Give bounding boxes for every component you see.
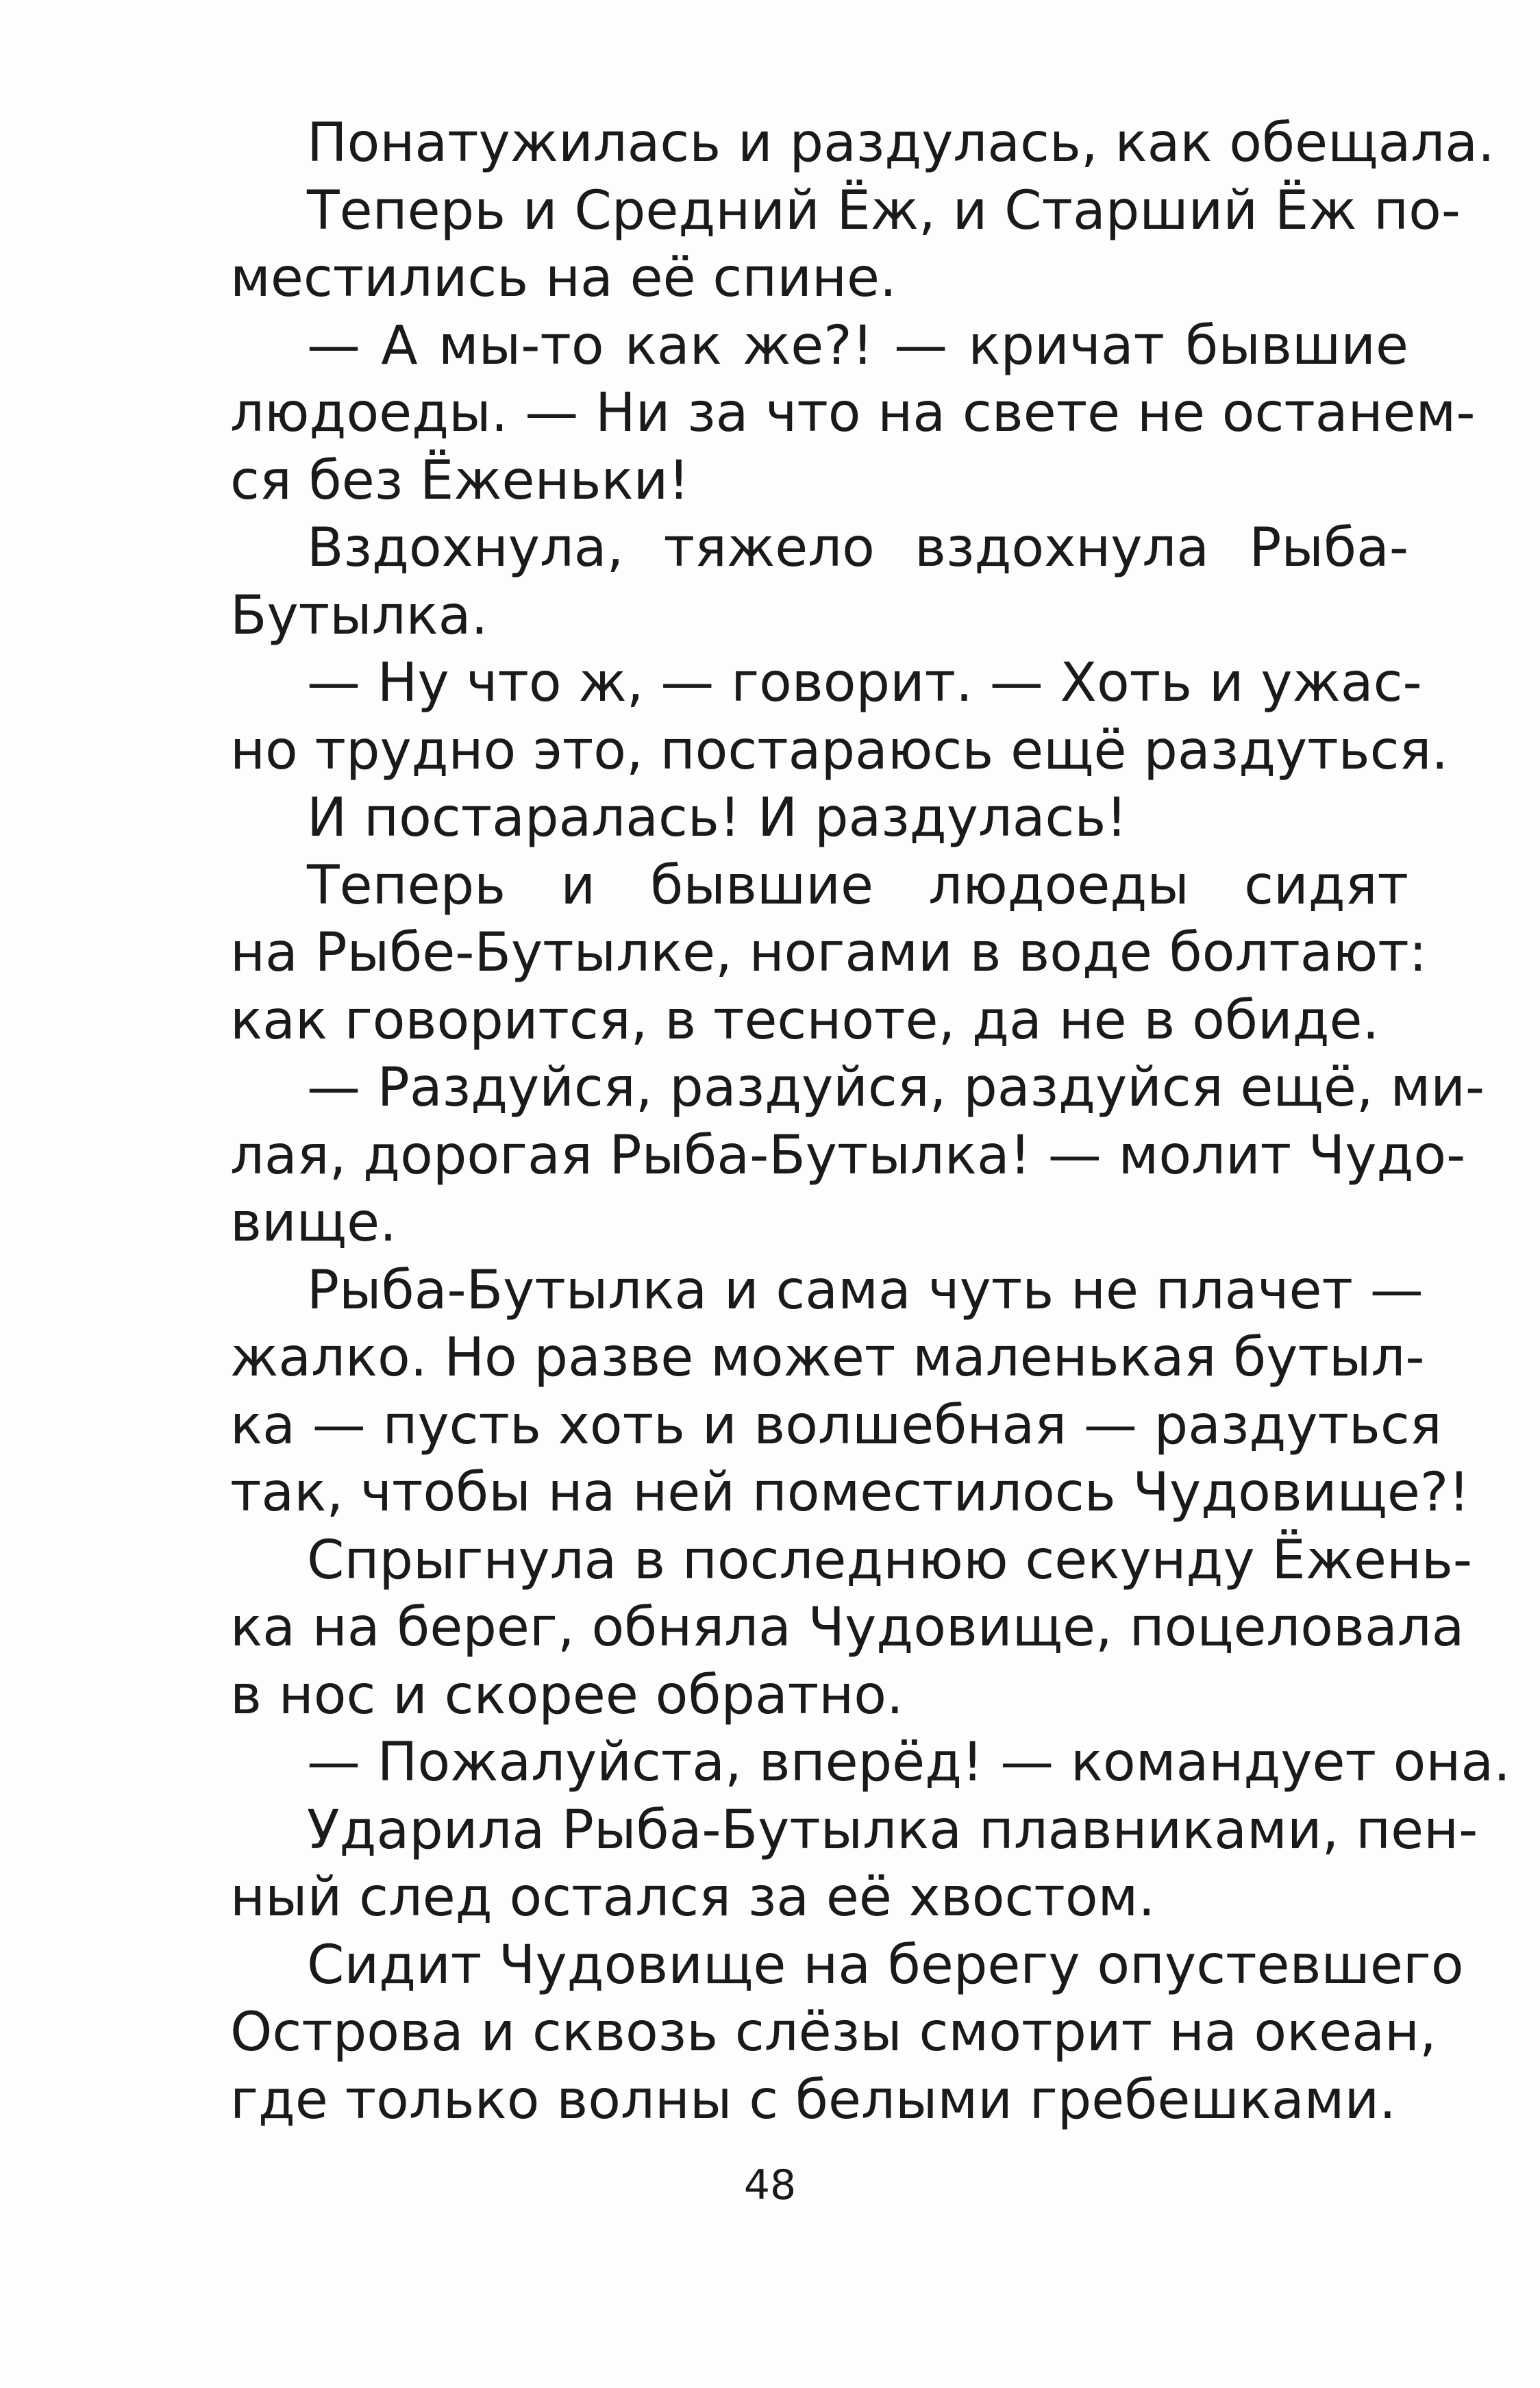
text-line: ся без Ёженьки! xyxy=(230,449,690,512)
text-line: вище. xyxy=(230,1192,397,1254)
text-line: Ударила Рыба-Бутылка плавниками, пен- xyxy=(307,1799,1478,1861)
text-line: в нос и скорее обратно. xyxy=(230,1664,904,1726)
text-line: Теперь и бывшие людоеды сидят xyxy=(307,854,1408,917)
text-line: как говорится, в тесноте, да не в обиде. xyxy=(230,989,1380,1052)
text-line: Острова и сквозь слёзы смотрит на океан, xyxy=(230,2002,1437,2063)
text-line: местились на её спине. xyxy=(230,247,897,309)
text-line: И постаралась! И раздулась! xyxy=(307,787,1128,849)
text-line: ка — пусть хоть и волшебная — раздуться xyxy=(230,1394,1442,1456)
text-line: — Раздуйся, раздуйся, раздуйся ещё, ми- xyxy=(307,1057,1485,1119)
text-line: Рыба-Бутылка и сама чуть не плачет — xyxy=(307,1259,1424,1321)
text-line: Сидит Чудовище на берегу опустевшего xyxy=(307,1934,1464,1996)
text-line: людоеды. — Ни за что на свете не останем- xyxy=(230,382,1476,444)
text-line: — А мы-то как же?! — кричат бывшие xyxy=(307,314,1408,377)
text-line: ка на берег, обняла Чудовище, поцеловала xyxy=(230,1597,1465,1658)
text-line: на Рыбе-Бутылке, ногами в воде болтают: xyxy=(230,922,1427,984)
text-line: так, чтобы на ней поместилось Чудовище?! xyxy=(230,1462,1470,1523)
text-line: Понатужилась и раздулась, как обещала. xyxy=(307,112,1495,174)
text-line: — Пожалуйста, вперёд! — командует она. xyxy=(307,1732,1511,1793)
text-line: жалко. Но разве может маленькая бутыл- xyxy=(230,1327,1425,1389)
text-line: но трудно это, постараюсь ещё раздуться. xyxy=(230,719,1449,782)
text-line: Бутылка. xyxy=(230,584,488,647)
page-body xyxy=(230,110,1511,2134)
text-line: ный след остался за её хвостом. xyxy=(230,1867,1156,1928)
page-number: 48 xyxy=(743,2161,797,2209)
text-line: лая, дорогая Рыба-Бутылка! — молит Чудо- xyxy=(230,1124,1466,1186)
text-line: Спрыгнула в последнюю секунду Ёжень- xyxy=(307,1529,1473,1591)
text-line: — Ну что ж, — говорит. — Хоть и ужас- xyxy=(307,652,1422,714)
text-line: Теперь и Средний Ёж, и Старший Ёж по- xyxy=(307,179,1461,242)
text-line: Вздохнула, тяжело вздохнула Рыба- xyxy=(307,517,1408,579)
text-line: где только волны с белыми гребешками. xyxy=(230,2069,1396,2131)
